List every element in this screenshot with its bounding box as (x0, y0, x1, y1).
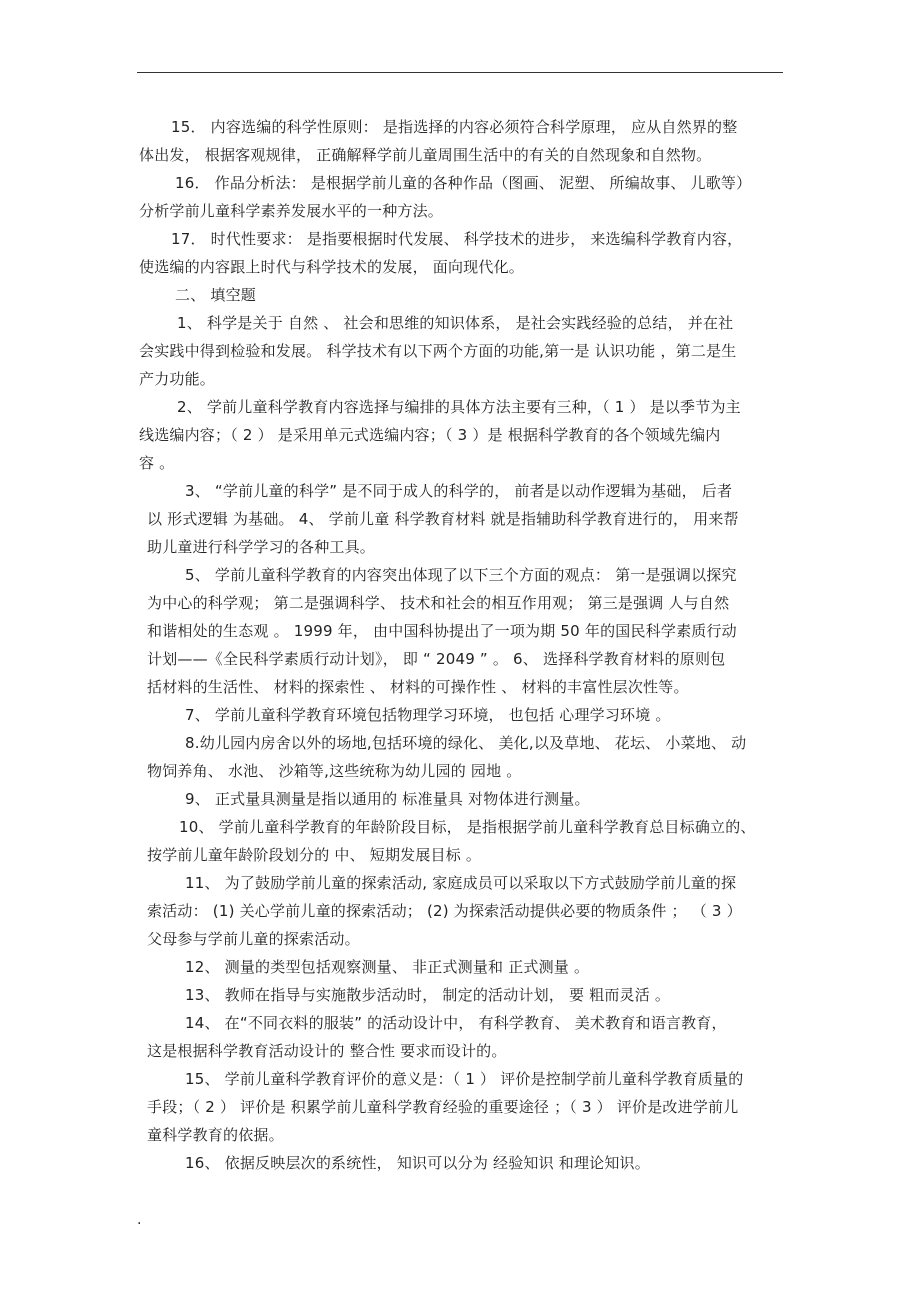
text-line: 15． 内容选编的科学性原则： 是指选择的内容必须符合科学原理， 应从自然界的整 (171, 118, 738, 136)
text-line: 3、 “学前儿童的科学” 是不同于成人的科学的， 前者是以动作逻辑为基础， 后者 (185, 482, 733, 500)
text-line: 手段；（ 2 ） 评价是 积累学前儿童科学教育经验的重要途径 ；（ 3 ） 评价是改进学前儿 (147, 1098, 739, 1116)
text-line: 分析学前儿童科学素养发展水平的一种方法。 (139, 202, 444, 220)
text-line: 9、 正式量具测量是指以通用的 标准量具 对物体进行测量。 (185, 790, 590, 808)
text-line: 8.幼儿园内房舍以外的场地,包括环境的绿化、 美化,以及草地、 花坛、 小菜地、 动 (185, 734, 747, 752)
text-line: 13、 教师在指导与实施散步活动时， 制定的活动计划， 要 粗而灵活 。 (185, 986, 671, 1004)
text-line: 这是根据科学教育活动设计的 整合性 要求而设计的。 (147, 1042, 507, 1060)
text-line: 线选编内容；（ 2 ） 是采用单元式选编内容；（ 3 ）是 根据科学教育的各个领域先编内 (139, 426, 721, 444)
text-line: 物饲养角、 水池、 沙箱等,这些统称为幼儿园的 园地 。 (147, 762, 522, 780)
text-line: 和谐相处的生态观 。 1999 年， 由中国科协提出了一项为期 50 年的国民科学素质行动 (147, 622, 737, 640)
text-line: 16、 依据反映层次的系统性， 知识可以分为 经验知识 和理论知识。 (185, 1154, 650, 1172)
text-line: 体出发， 根据客观规律， 正确解释学前儿童周围生活中的有关的自然现象和自然物。 (139, 146, 712, 164)
text-line: 7、 学前儿童科学教育环境包括物理学习环境， 也包括 心理学习环境 。 (185, 706, 671, 724)
text-line: 以 形式逻辑 为基础。 4、 学前儿童 科学教育材料 就是指辅助科学教育进行的， 用来帮 (147, 510, 739, 528)
text-line: 括材料的生活性、 材料的探索性 、 材料的可操作性 、 材料的丰富性层次性等。 (147, 678, 689, 696)
text-line: 11、 为了鼓励学前儿童的探索活动, 家庭成员可以采取以下方式鼓励学前儿童的探 (185, 874, 737, 892)
text-line: 为中心的科学观； 第二是强调科学、 技术和社会的相互作用观； 第三是强调 人与自然 (147, 594, 730, 612)
text-line: 12、 测量的类型包括观察测量、 非正式测量和 正式测量 。 (185, 958, 590, 976)
header-rule (137, 72, 783, 73)
text-line: 助儿童进行科学学习的各种工具。 (147, 538, 376, 556)
text-line: 15、 学前儿童科学教育评价的意义是：（ 1 ） 评价是控制学前儿童科学教育质量的 (185, 1070, 744, 1088)
text-line: 计划——《全民科学素质行动计划》， 即 “ 2049 ” 。 6、 选择科学教育材料的原则包 (147, 650, 726, 668)
text-line: 5、 学前儿童科学教育的内容突出体现了以下三个方面的观点： 第一是强调以探究 (185, 566, 737, 584)
text-line: 2、 学前儿童科学教育内容选择与编排的具体方法主要有三种，（ 1 ） 是以季节为主 (177, 398, 741, 416)
text-line: 产力功能。 (139, 370, 216, 388)
text-line: 童科学教育的依据。 (147, 1126, 284, 1144)
text-line: 索活动： (1) 关心学前儿童的探索活动； (2) 为探索活动提供必要的物质条件 ； （ 3 ） (147, 902, 742, 920)
text-line: 容 。 (139, 454, 175, 472)
footer-mark: . (137, 1212, 142, 1228)
text-line: 使选编的内容跟上时代与科学技术的发展， 面向现代化。 (139, 258, 524, 276)
text-line: 17． 时代性要求： 是指要根据时代发展、 科学技术的进步， 来选编科学教育内容， (171, 230, 743, 248)
text-line: 父母参与学前儿童的探索活动。 (147, 930, 360, 948)
text-line: 按学前儿童年龄阶段划分的 中、 短期发展目标 。 (147, 846, 482, 864)
text-line: 14、 在“不同衣料的服装” 的活动设计中， 有科学教育、 美术教育和语言教育， (185, 1014, 727, 1032)
text-line: 会实践中得到检验和发展。 科学技术有以下两个方面的功能,第一是 认识功能 ，第二是生 (139, 342, 737, 360)
text-line: 10、 学前儿童科学教育的年龄阶段目标， 是指根据学前儿童科学教育总目标确立的、 (179, 818, 756, 836)
text-line: 1、 科学是关于 自然 、 社会和思维的知识体系， 是社会实践经验的总结， 并在社 (177, 314, 734, 332)
section-heading: 二、 填空题 (175, 286, 256, 304)
text-line: 16． 作品分析法： 是根据学前儿童的各种作品（图画、 泥塑、 所编故事、 儿歌等） (175, 174, 752, 192)
